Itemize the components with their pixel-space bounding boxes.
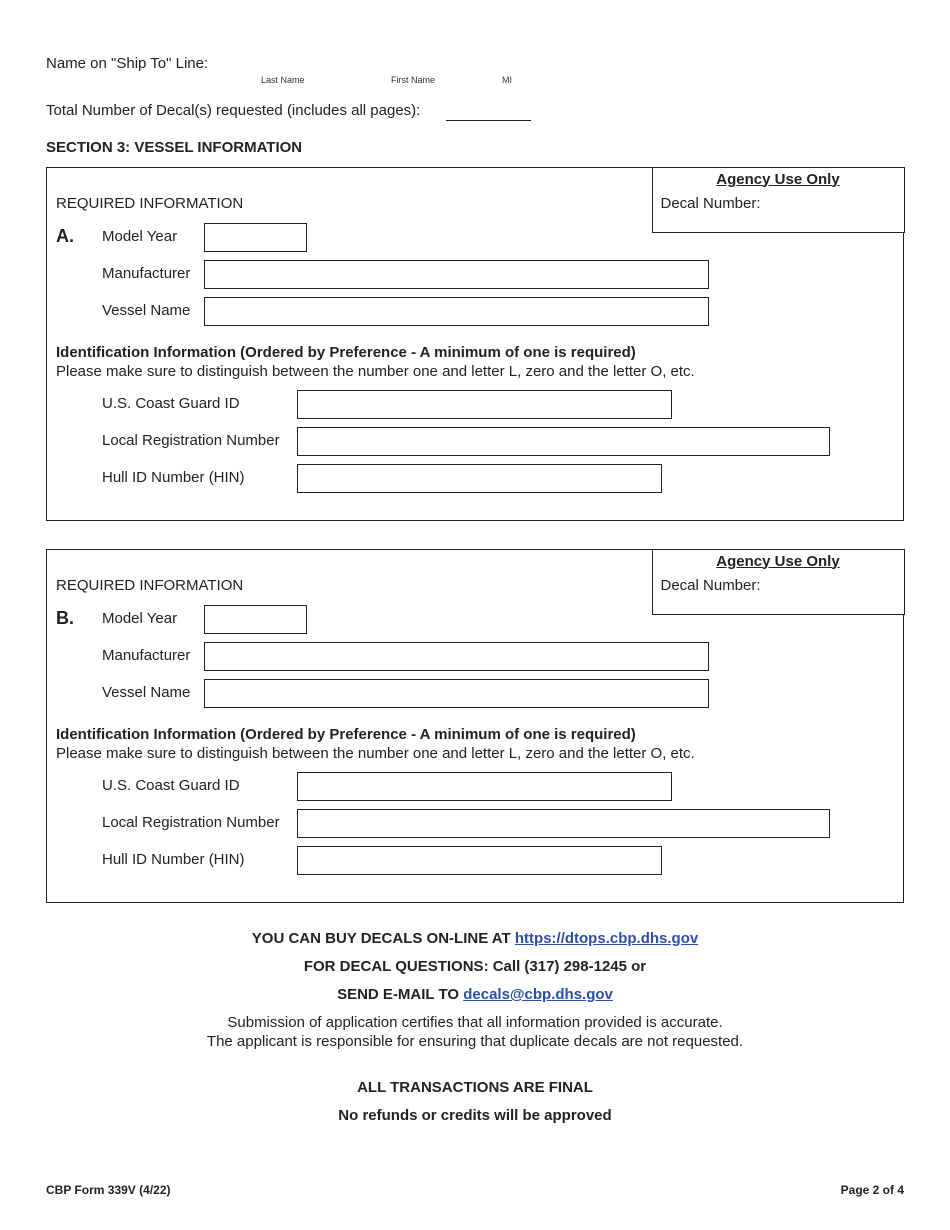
local-registration-label: Local Registration Number: [102, 814, 280, 831]
local-registration-label: Local Registration Number: [102, 432, 280, 449]
first-name-sublabel: First Name: [391, 75, 436, 85]
hin-label: Hull ID Number (HIN): [102, 851, 245, 868]
total-decals-label: Total Number of Decal(s) requested (includes all pages):: [46, 102, 421, 119]
vessel-name-label: Vessel Name: [102, 684, 191, 701]
uscg-id-label: U.S. Coast Guard ID: [102, 777, 240, 794]
model-year-input[interactable]: [204, 223, 307, 252]
final-line-1: ALL TRANSACTIONS ARE FINAL: [357, 1079, 593, 1096]
mi-sublabel: MI: [502, 75, 512, 85]
uscg-id-input[interactable]: [297, 390, 672, 419]
uscg-id-label: U.S. Coast Guard ID: [102, 395, 240, 412]
section-title: SECTION 3: VESSEL INFORMATION: [46, 139, 303, 156]
model-year-input[interactable]: [204, 605, 307, 634]
email-line: [0, 986, 950, 1004]
decal-number-label: Decal Number:: [660, 194, 761, 212]
id-info-heading: Identification Information (Ordered by Preference - A minimum of one is required): [56, 344, 636, 361]
manufacturer-label: Manufacturer: [102, 647, 191, 664]
model-year-label: Model Year: [102, 228, 178, 245]
uscg-id-input[interactable]: [297, 772, 672, 801]
vessel-letter: B.: [56, 608, 74, 628]
form-id: CBP Form 339V (4/22): [46, 1183, 171, 1197]
hin-label: Hull ID Number (HIN): [102, 469, 245, 486]
final-line-2: No refunds or credits will be approved: [338, 1107, 612, 1124]
page-number: Page 2 of 4: [840, 1183, 904, 1197]
id-info-note: Please make sure to distinguish between the number one and letter L, zero and the letter O, etc.: [56, 363, 695, 380]
vessel-letter: A.: [56, 226, 74, 246]
vessel-name-input[interactable]: [204, 297, 709, 326]
decal-questions-line: FOR DECAL QUESTIONS: Call (317) 298-1245 or: [303, 958, 647, 975]
manufacturer-input[interactable]: [204, 642, 709, 671]
last-name-sublabel: Last Name: [261, 75, 305, 85]
buy-online-line: [0, 930, 950, 948]
agency-use-title: Agency Use Only: [716, 552, 840, 570]
local-registration-input[interactable]: [297, 809, 830, 838]
local-registration-input[interactable]: [297, 427, 830, 456]
vessel-name-input[interactable]: [204, 679, 709, 708]
vessel-section-a: [46, 167, 904, 521]
manufacturer-input[interactable]: [204, 260, 709, 289]
required-info-label: REQUIRED INFORMATION: [56, 577, 244, 594]
id-info-heading: Identification Information (Ordered by Preference - A minimum of one is required): [56, 726, 636, 743]
hin-input[interactable]: [297, 846, 662, 875]
email-text: SEND E-MAIL TO: [337, 986, 464, 1003]
decal-number-label: Decal Number:: [660, 576, 761, 594]
agency-use-box: [652, 167, 905, 233]
hin-input[interactable]: [297, 464, 662, 493]
email-link[interactable]: decals@cbp.dhs.gov: [463, 986, 613, 1003]
agency-use-title: Agency Use Only: [716, 170, 840, 188]
required-info-label: REQUIRED INFORMATION: [56, 195, 244, 212]
ship-to-label: Name on "Ship To" Line:: [46, 55, 209, 72]
vessel-name-label: Vessel Name: [102, 302, 191, 319]
certify-line-1: Submission of application certifies that all information provided is accurate.: [227, 1014, 723, 1031]
agency-use-box: [652, 549, 905, 615]
total-decals-field[interactable]: [446, 104, 531, 121]
vessel-section-b: [46, 549, 904, 903]
dtops-link[interactable]: https://dtops.cbp.dhs.gov: [514, 930, 699, 947]
id-info-note: Please make sure to distinguish between the number one and letter L, zero and the letter O, etc.: [56, 745, 695, 762]
certify-line-2: The applicant is responsible for ensuring that duplicate decals are not requested.: [206, 1033, 744, 1050]
buy-online-text: YOU CAN BUY DECALS ON-LINE AT: [251, 930, 515, 947]
manufacturer-label: Manufacturer: [102, 265, 191, 282]
model-year-label: Model Year: [102, 610, 178, 627]
